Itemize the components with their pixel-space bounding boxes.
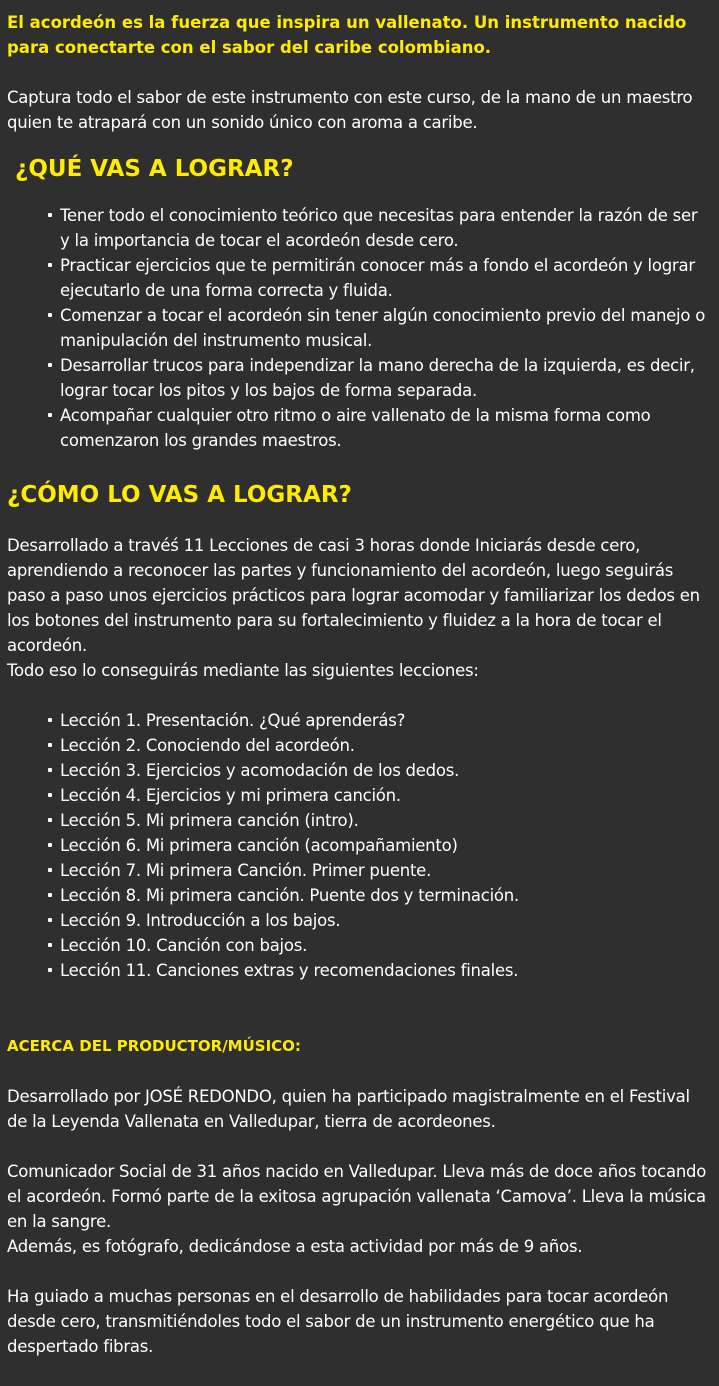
list-item: Acompañar cualquier otro ritmo o aire vallenato de la misma forma como comenzaron los grandes maestros. [0,403,706,453]
lesson-item: Lección 11. Canciones extras y recomendaciones finales. [0,958,706,983]
section-heading-about: ACERCA DEL PRODUCTOR/MÚSICO: [7,1037,301,1055]
lesson-item: Lección 3. Ejercicios y acomodación de los dedos. [0,758,706,783]
how-paragraph: Desarrollado a travéś 11 Lecciones de casi 3 horas donde Iniciarás desde cero, aprendiendo a reconocer las partes y funcionamiento del acordeón, luego seguirás paso a paso unos ejercicios prácticos para lograr acomodar y familiarizar los dedos en los botones del instrumento para su fortalecimiento y fluidez a la hora de tocar el acordeón. [7,536,700,655]
lesson-item: Lección 10. Canción con bajos. [0,933,706,958]
intro-highlight: El acordeón es la fuerza que inspira un vallenato. Un instrumento nacido para conectarte con el sabor del caribe colombiano. [7,13,687,57]
lesson-item: Lección 6. Mi primera canción (acompañamiento) [0,833,706,858]
list-item: Desarrollar trucos para independizar la mano derecha de la izquierda, es decir, lograr tocar los pitos y los bajos de forma separada. [0,353,706,403]
spacer [0,1259,719,1284]
lesson-item: Lección 7. Mi primera Canción. Primer puente. [0,858,706,883]
section-heading-how: ¿CÓMO LO VAS A LOGRAR? [7,482,352,508]
list-item: Tener todo el conocimiento teórico que necesitas para entender la razón de ser y la importancia de tocar el acordeón desde cero. [0,203,706,253]
lesson-item: Lección 5. Mi primera canción (intro). [0,808,706,833]
lessons-list [0,708,719,983]
about-paragraph-3: Ha guiado a muchas personas en el desarrollo de habilidades para tocar acordeón desde cero, transmitiéndoles todo el sabor de un instrumento energético que ha despertado fibras. [7,1287,669,1356]
spacer [0,1134,719,1159]
lesson-item: Lección 1. Presentación. ¿Qué aprenderás? [0,708,706,733]
goals-list [0,203,719,453]
lessons-intro: Todo eso lo conseguirás mediante las siguientes lecciones: [7,661,479,680]
lesson-item: Lección 8. Mi primera canción. Puente dos y terminación. [0,883,706,908]
lesson-item: Lección 4. Ejercicios y mi primera canción. [0,783,706,808]
lesson-item: Lección 9. Introducción a los bajos. [0,908,706,933]
about-paragraph-1: Desarrollado por JOSÉ REDONDO, quien ha participado magistralmente en el Festival de la Leyenda Vallenata en Valledupar, tierra de acordeones. [7,1087,690,1131]
about-paragraph-2: Comunicador Social de 31 años nacido en Valledupar. Lleva más de doce años tocando el acordeón. Formó parte de la exitosa agrupación vallenata ‘Camova’. Lleva la música en la sangre. [7,1162,707,1231]
lesson-item: Lección 2. Conociendo del acordeón. [0,733,706,758]
list-item: Practicar ejercicios que te permitirán conocer más a fondo el acordeón y lograr ejecutarlo de una forma correcta y fluida. [0,253,706,303]
spacer [0,60,719,85]
about-paragraph-2b: Además, es fotógrafo, dedicándose a esta actividad por más de 9 años. [7,1237,583,1256]
intro-paragraph: Captura todo el sabor de este instrumento con este curso, de la mano de un maestro quien te atrapará con un sonido único con aroma a caribe. [7,88,693,132]
section-heading-what: ¿QUÉ VAS A LOGRAR? [15,156,294,182]
list-item: Comenzar a tocar el acordeón sin tener algún conocimiento previo del manejo o manipulación del instrumento musical. [0,303,706,353]
